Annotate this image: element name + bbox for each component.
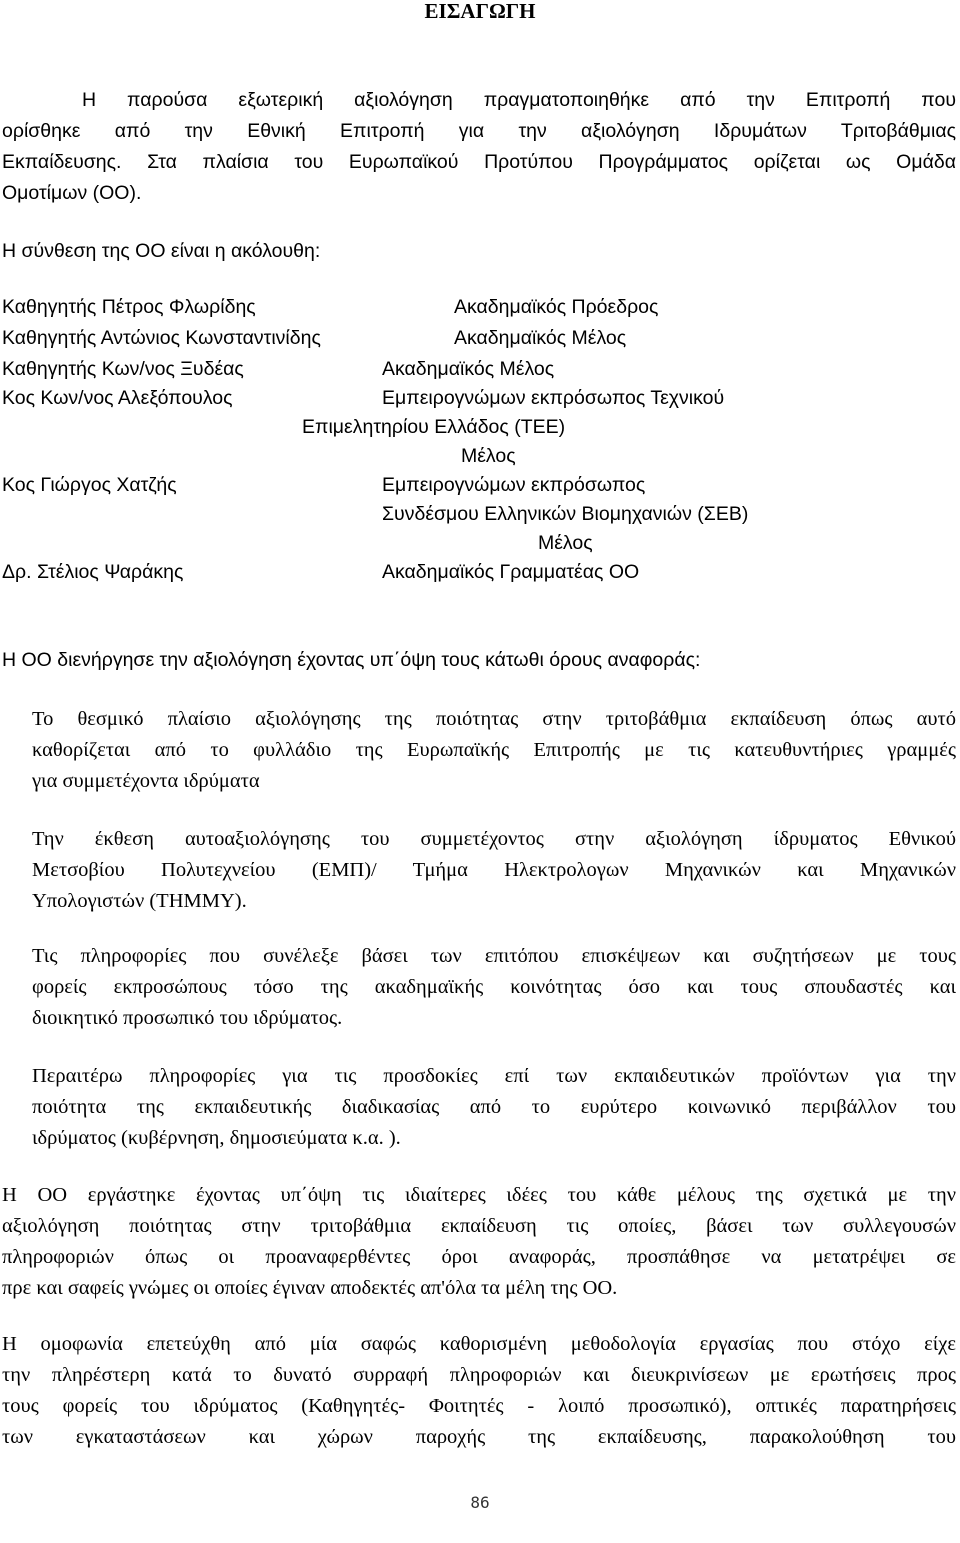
consensus-paragraph-line-2: την πληρέστερη κατά το δυνατό συρραφή πληροφοριών και διευκρινίσεων με ερωτήσεις προς <box>2 1364 956 1386</box>
term-3-line-1: Τις πληροφορίες που συνέλεξε βάσει των επιτόπου επισκέψεων και συζητήσεων με τους <box>32 945 956 967</box>
term-4-line-1: Περαιτέρω πληροφορίες για τις προσδοκίες επί των εκπαιδευτικών προϊόντων για την <box>32 1065 956 1087</box>
consensus-paragraph-line-3: τους φορείς του ιδρύματος (Καθηγητές- Φοιτητές - λοιπό προσωπικό), οπτικές παρατηρήσεις <box>2 1395 956 1417</box>
term-1-line-3: για συμμετέχοντα ιδρύματα <box>32 770 260 792</box>
page-title: ΕΙΣΑΓΩΓΗ <box>424 0 536 23</box>
intro-line-4: Ομοτίμων (ΟΟ). <box>2 182 142 204</box>
work-paragraph-line-3: πληροφοριών όπως οι προαναφερθέντες όροι αναφοράς, προσπάθησε να μετατρέψει σε <box>2 1246 956 1268</box>
member-role-continued: Μέλος <box>538 532 593 554</box>
intro-line-2: ορίσθηκε από την Εθνική Επιτροπή για την αξιολόγηση Ιδρυμάτων Τριτοβάθμιας <box>2 120 956 142</box>
member-name: Καθηγητής Κων/νος Ξυδέας <box>2 358 244 380</box>
term-2-line-3: Υπολογιστών (ΤΗΜΜΥ). <box>32 890 247 912</box>
work-paragraph-line-2: αξιολόγηση ποιότητας στην τριτοβάθμια εκπαίδευση τις οποίες, βάσει των συλλεγουσών <box>2 1215 956 1237</box>
work-paragraph-line-4: πρε και σαφείς γνώμες οι οποίες έγιναν αποδεκτές απ'όλα τα μέλη της ΟΟ. <box>2 1277 618 1299</box>
term-1-line-2: καθορίζεται από το φυλλάδιο της Ευρωπαϊκής Επιτροπής με τις κατευθυντήριες γραμμές <box>32 739 956 761</box>
member-name: Δρ. Στέλιος Ψαράκης <box>2 561 184 583</box>
composition-intro: Η σύνθεση της ΟΟ είναι η ακόλουθη: <box>2 240 321 262</box>
member-role: Ακαδημαϊκός Γραμματέας ΟΟ <box>382 561 640 583</box>
member-role-continued: Μέλος <box>461 445 516 467</box>
member-role: Ακαδημαϊκός Μέλος <box>382 358 555 380</box>
term-4-line-3: ιδρύματος (κυβέρνηση, δημοσιεύματα κ.α. ). <box>32 1127 401 1149</box>
member-role: Ακαδημαϊκός Μέλος <box>454 327 627 349</box>
terms-intro: Η ΟΟ διενήργησε την αξιολόγηση έχοντας υπ΄όψη τους κάτωθι όρους αναφοράς: <box>2 649 701 671</box>
term-2-line-1: Την έκθεση αυτοαξιολόγησης του συμμετέχοντος στην αξιολόγηση ίδρυματος Εθνικού <box>32 828 956 850</box>
term-3-line-2: φορείς εκπροσώπους τόσο της ακαδημαϊκής κοινότητας όσο και τους σπουδαστές και <box>32 976 956 998</box>
work-paragraph-line-1: Η ΟΟ εργάστηκε έχοντας υπ΄όψη τις ιδιαίτερες ιδέες του κάθε μέλους της σχετικά με την <box>2 1184 956 1206</box>
page-number: 86 <box>470 1493 490 1512</box>
term-4-line-2: ποιότητα της εκπαιδευτικής διαδικασίας από το ευρύτερο κοινωνικό περιβάλλον του <box>32 1096 956 1118</box>
member-name: Κος Γιώργος Χατζής <box>2 474 177 496</box>
member-role: Ακαδημαϊκός Πρόεδρος <box>454 296 659 318</box>
term-3-line-3: διοικητικό προσωπικό του ιδρύματος. <box>32 1007 343 1029</box>
intro-line-1: Η παρούσα εξωτερική αξιολόγηση πραγματοποιηθήκε από την Επιτροπή που <box>82 89 956 111</box>
term-1-line-1: Το θεσμικό πλαίσιο αξιολόγησης της ποιότητας στην τριτοβάθμια εκπαίδευση όπως αυτό <box>32 708 956 730</box>
consensus-paragraph-line-4: των εγκαταστάσεων και χώρων παροχής της εκπαίδευσης, παρακολούθηση του <box>2 1426 956 1448</box>
member-name: Κος Κων/νος Αλεξόπουλος <box>2 387 233 409</box>
member-name: Καθηγητής Πέτρος Φλωρίδης <box>2 296 256 318</box>
intro-line-3: Εκπαίδευσης. Στα πλαίσια του Ευρωπαϊκού Προτύπου Προγράμματος ορίζεται ως Ομάδα <box>2 151 956 173</box>
member-role-continued: Συνδέσμου Ελληνικών Βιομηχανιών (ΣΕΒ) <box>382 503 749 525</box>
member-role-continued: Επιμελητηρίου Ελλάδος (ΤΕΕ) <box>302 416 566 438</box>
term-2-line-2: Μετσοβίου Πολυτεχνείου (ΕΜΠ)/ Τμήμα Ηλεκτρολογων Μηχανικών και Μηχανικών <box>32 859 956 881</box>
member-role: Εμπειρογνώμων εκπρόσωπος Τεχνικού <box>382 387 725 409</box>
member-name: Καθηγητής Αντώνιος Κωνσταντινίδης <box>2 327 321 349</box>
member-role: Εμπειρογνώμων εκπρόσωπος <box>382 474 646 496</box>
consensus-paragraph-line-1: Η ομοφωνία επετεύχθη από μία σαφώς καθορισμένη μεθοδολογία εργασίας που στόχο είχε <box>2 1333 956 1355</box>
